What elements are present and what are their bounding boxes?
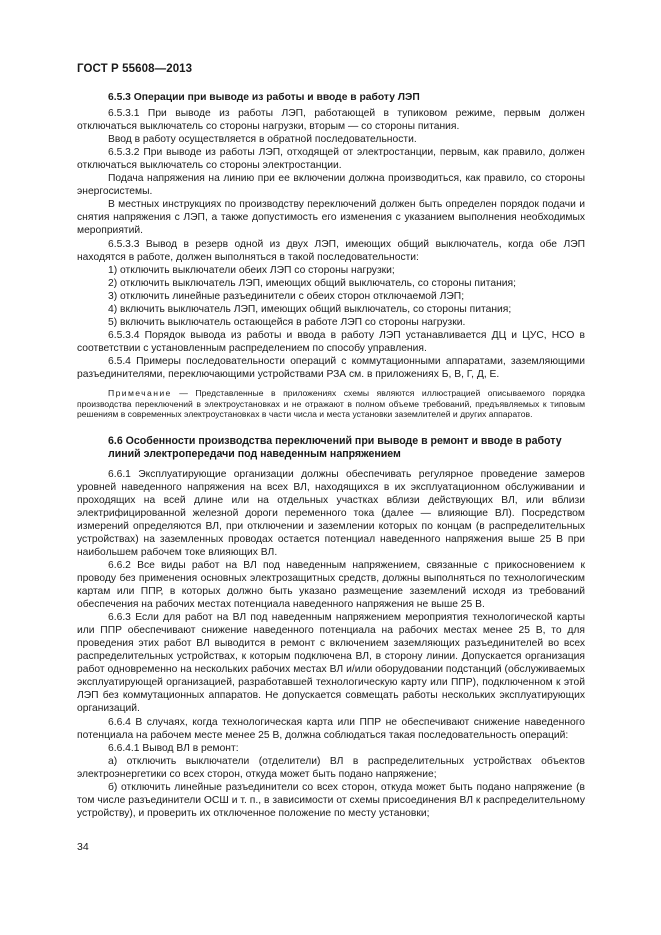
note-label: Примечание bbox=[108, 388, 172, 399]
section-heading-6-6: 6.6 Особенности производства переключений при выводе в ремонт и вводе в работу линий электропередачи под наведенным напряжением bbox=[108, 434, 562, 461]
list-item: 3) отключить линейные разъединители с обеих сторон отключаемой ЛЭП; bbox=[108, 290, 465, 302]
paragraph-6-6-2: 6.6.2 Все виды работ на ВЛ под наведенным напряжением, связанные с прикосновением к проводу без применения основных электрозащитных средств, должны выполняться по технологическим картам или ППР, в которых должно быть указано размещение заземлений исходя из требований обеспечения на рабочих местах потенциала наведенного напряжения не выше 25 В. bbox=[77, 559, 585, 611]
paragraph-6-5-4: 6.5.4 Примеры последовательности операций с коммутационными аппаратами, заземляющими разъединителями, переключающими устройствами РЗА см. в приложениях Б, В, Г, Д, Е. bbox=[77, 355, 585, 380]
paragraph-6-5-3-1: 6.5.3.1 При выводе из работы ЛЭП, работающей в тупиковом режиме, первым должен отключаться выключатель со стороны нагрузки, вторым — со стороны питания. bbox=[77, 108, 585, 133]
list-item: 4) включить выключатель ЛЭП, имеющих общий выключатель, со стороны питания; bbox=[108, 303, 512, 315]
paragraph-6-6-1: 6.6.1 Эксплуатирующие организации должны обеспечивать регулярное проведение замеров уровней наведенного напряжения на всех ВЛ, находящихся в их эксплуатационном обслуживании и проходящих на всей длине или на отдельных участках вблизи действующих ВЛ, или вблизи электрифицированной железной дороги переменного тока (далее — влияющие ВЛ). Посредством измерений определяются ВЛ, при отключении и заземлении которых по концам (в распределительных устройствах) на заземленных проводах остается потенциал наведенного напряжения выше 25 В при наибольшем рабочем токе влияющих ВЛ. bbox=[77, 468, 585, 558]
list-item: 5) включить выключатель остающейся в работе ЛЭП со стороны нагрузки. bbox=[108, 316, 466, 328]
paragraph-6-5-3-2: 6.5.3.2 При выводе из работы ЛЭП, отходящей от электростанции, первым, как правило, должен отключаться выключатель со стороны электростанции. bbox=[77, 147, 585, 172]
paragraph-6-6-3: 6.6.3 Если для работ на ВЛ под наведенным напряжением мероприятия технологической карты или ППР обеспечивают снижение наведенного потенциала на рабочих местах менее 25 В, то для проведения этих работ ВЛ выводится в ремонт с включением заземляющих разъединителей во всех распределительных устройствах, к которым подключена ВЛ, в сторону линии. Допускается организация работ одновременно на нескольких рабочих местах ВЛ и/или оборудовании подстанций (обслуживаемых эксплуатирующей организацией, разработавшей технологическую карту или ППР), подключенном к этой ЛЭП без коммутационных аппаратов. Не допускается совмещать работы нескольких эксплуатирующих организаций. bbox=[77, 612, 585, 715]
paragraph-6-5-3-4: 6.5.3.4 Порядок вывода из работы и ввода в работу ЛЭП устанавливается ДЦ и ЦУС, НСО в соответствии с установленным распределением по способу управления. bbox=[77, 329, 585, 354]
paragraph-6-5-3-1-b: Ввод в работу осуществляется в обратной последовательности. bbox=[108, 134, 417, 146]
list-item: 2) отключить выключатель ЛЭП, имеющих общий выключатель, со стороны питания; bbox=[108, 277, 516, 289]
note-text: — Представленные в приложениях схемы являются иллюстрацией описываемого порядка производства переключений в электроустановках и не отражают в полном объеме требований, предъявляемых к типовым решениям в современных электроустановках в части числа и места установки заземлителей и других аппаратов. bbox=[77, 388, 585, 420]
page-number: 34 bbox=[77, 841, 89, 853]
document-body bbox=[77, 88, 585, 820]
paragraph-6-6-4-1-b: б) отключить линейные разъединители со всех сторон, откуда может быть подано напряжение (в том числе разъединители ОСШ и т. п., в зависимости от схемы присоединения ВЛ к распределительному устройству), и проверить их отключенное положение по месту установки; bbox=[77, 781, 585, 819]
section-heading-6-5-3: 6.5.3 Операции при выводе из работы и вводе в работу ЛЭП bbox=[108, 92, 420, 103]
document-header: ГОСТ Р 55608—2013 bbox=[77, 63, 193, 75]
paragraph-6-5-3-3: 6.5.3.3 Вывод в резерв одной из двух ЛЭП, имеющих общий выключатель, когда обе ЛЭП находятся в работе, должен выполняться в такой последовательности: bbox=[77, 238, 585, 263]
note bbox=[77, 388, 585, 420]
paragraph-6-6-4-1: 6.6.4.1 Вывод ВЛ в ремонт: bbox=[108, 742, 239, 754]
paragraph-6-5-3-2-b: Подача напряжения на линию при ее включении должна производиться, как правило, со стороны энергосистемы. bbox=[77, 173, 585, 198]
paragraph-6-5-3-2-c: В местных инструкциях по производству переключений должен быть определен порядок подачи и снятия напряжения с ЛЭП, а также допустимость его изменения с указанием выполнения необходимых мероприятий. bbox=[77, 199, 585, 237]
list-item: 1) отключить выключатели обеих ЛЭП со стороны нагрузки; bbox=[108, 264, 395, 276]
paragraph-6-6-4-1-a: а) отключить выключатели (отделители) ВЛ в распределительных устройствах объектов электроэнергетики со всех сторон, откуда может быть подано напряжение; bbox=[77, 755, 585, 780]
paragraph-6-6-4: 6.6.4 В случаях, когда технологическая карта или ППР не обеспечивают снижение наведенного потенциала на рабочем месте менее 25 В, должна соблюдаться такая последовательность операций: bbox=[77, 716, 585, 741]
